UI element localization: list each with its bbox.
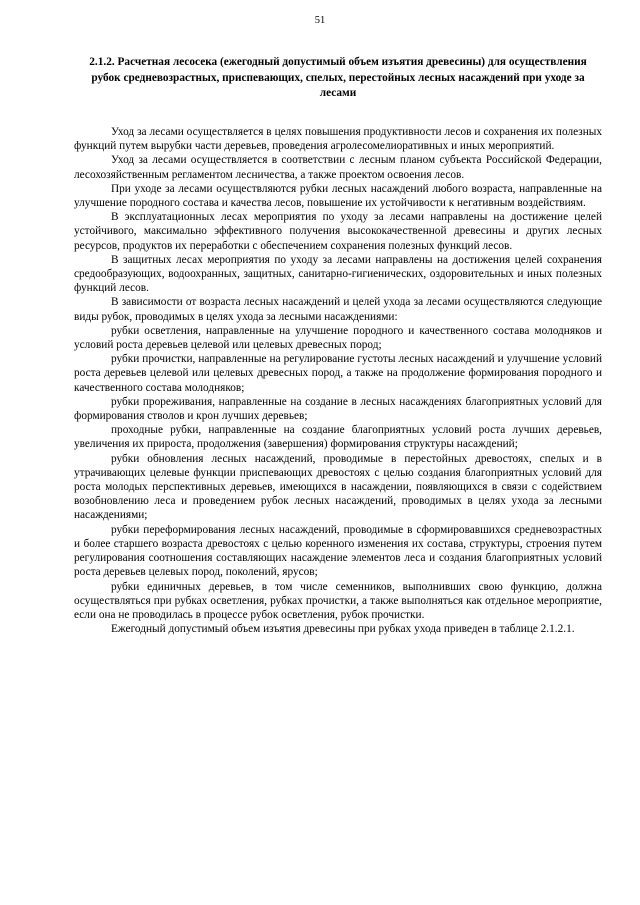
paragraph: В защитных лесах мероприятия по уходу за лесами направлены на достижения целей сохранения средообразующих, водоохранных, защитных, санитарно-гигиенических, оздоровительных и иных полезных функций лесов. (74, 253, 602, 295)
list-item-paragraph: рубки осветления, направленные на улучшение породного и качественного состава молодняков и условий роста деревьев целевой или целевых древесных пород; (74, 324, 602, 352)
paragraph: В зависимости от возраста лесных насаждений и целей ухода за лесами осуществляются следующие виды рубок, проводимых в целях ухода за лесными насаждениями: (74, 296, 602, 323)
paragraph: Уход за лесами осуществляется в соответствии с лесным планом субъекта Российской Федерации, лесохозяйственным регламентом лесничества, а также проектом освоения лесов. (74, 154, 602, 181)
list-item-paragraph: проходные рубки, направленные на создание благоприятных условий роста лучших деревьев, увеличения их прироста, продолжения (завершения) формирования структуры насаждений; (74, 424, 602, 451)
page-number: 51 (314, 15, 326, 26)
list-item-paragraph: рубки переформирования лесных насаждений, проводимые в сформировавшихся средневозрастных и более старшего возраста древостоях с целью коренного изменения их состава, структуры, строения путем регулирования соотношения составляющих насаждение элементов леса и создания благоприятных условий роста деревьев целевых пород, поколений, ярусов; (74, 523, 602, 579)
list-item-paragraph: рубки прочистки, направленные на регулирование густоты лесных насаждений и улучшение условий роста деревьев целевой или целевых древесных пород, а также на продолжение формирования породного и качественного состава молодняков; (74, 353, 602, 394)
list-item-paragraph: рубки обновления лесных насаждений, проводимые в перестойных древостоях, спелых и в утрачивающих целевые функции приспевающих древостоях с целью создания благоприятных условий для роста молодых перспективных деревьев, имеющихся в насаждении, появляющихся в связи с содействием возобновлению леса и проведением рубок лесных насаждений, проводимых в целях ухода за лесными насаждениями; (74, 452, 602, 522)
list-item-paragraph: рубки прореживания, направленные на создание в лесных насаждениях благоприятных условий для формирования стволов и крон лучших деревьев; (74, 395, 602, 423)
paragraph: Ежегодный допустимый объем изъятия древесины при рубках ухода приведен в таблице 2.1.2.1. (111, 623, 575, 636)
section-heading: 2.1.2. Расчетная лесосека (ежегодный допустимый объем изъятия древесины) для осуществления рубок средневозрастных, приспевающих, спелых, перестойных лесных насаждений при уходе за лесами (89, 56, 587, 99)
body-text (74, 125, 602, 636)
list-item-paragraph: рубки единичных деревьев, в том числе семенников, выполнивших свою функцию, должна осуществляться при рубках осветления, рубках прочистки, а также выполняться как отдельное мероприятие, если она не проводилась в процессе рубок осветления, рубок прочистки. (74, 580, 602, 621)
paragraph: В эксплуатационных лесах мероприятия по уходу за лесами направлены на достижение целей устойчивого, максимально эффективного получения высококачественной древесины и других лесных ресурсов, продуктов их переработки с обеспечением сохранения полезных функций лесов. (74, 211, 602, 252)
paragraph: Уход за лесами осуществляется в целях повышения продуктивности лесов и сохранения их полезных функций путем вырубки части деревьев, проведения агролесомелиоративных и иных мероприятий. (74, 126, 602, 153)
paragraph: При уходе за лесами осуществляются рубки лесных насаждений любого возраста, направленные на улучшение породного состава и качества лесов, повышение их устойчивости к негативным воздействиям. (74, 182, 602, 210)
